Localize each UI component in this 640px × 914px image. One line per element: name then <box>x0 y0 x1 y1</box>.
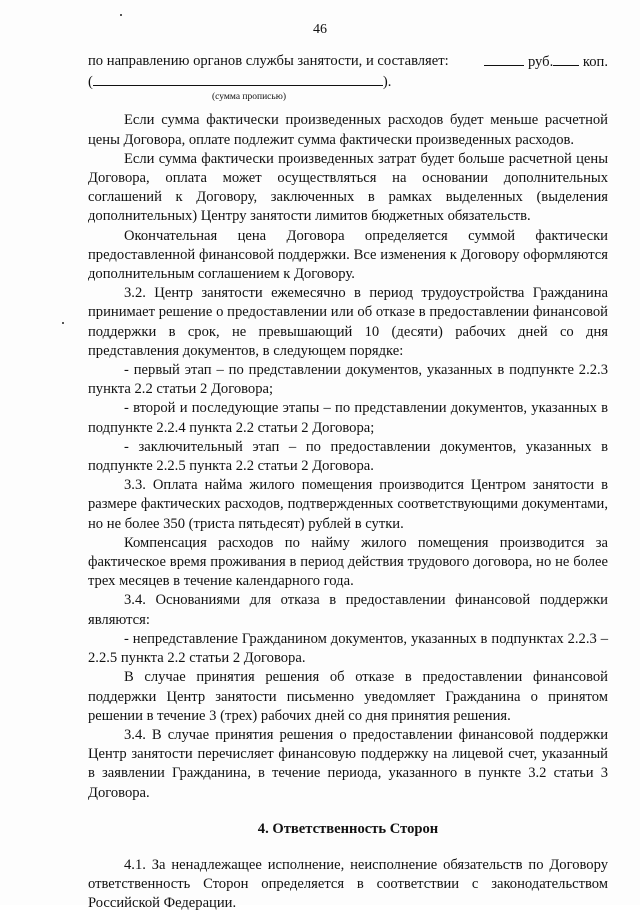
scan-mark <box>120 14 122 16</box>
section-heading: 4. Ответственность Сторон <box>257 820 439 837</box>
list-item-non-submission: - непредставление Гражданином документов, указанных в подпунктах 2.2.3 – 2.2.5 пункта 2.2 статьи 2 Договора. <box>88 630 608 667</box>
paragraph-compensation: Компенсация расходов по найму жилого помещения производится за фактическое время проживания в период действия трудового договора, но не более трех месяцев в течение календарного года. <box>88 534 608 590</box>
list-item-first-stage: - первый этап – по представлении документов, указанных в подпункте 2.2.3 пункта 2.2 статьи 2 Договора; <box>88 362 608 398</box>
scan-mark <box>62 322 64 324</box>
paragraph-expenses-less: Если сумма фактически произведенных расходов будет меньше расчетной цены Договора, оплате подлежит сумма фактически произведенных расходов. <box>88 112 608 148</box>
paragraph-final-price: Окончательная цена Договора определяется суммой фактически предоставленной финансовой поддержки. Все изменения к Договору оформляются дополнительным соглашением к Договору. <box>88 227 608 283</box>
list-item-final-stage: - заключительный этап – по предоставлении документов, указанных в подпункте 2.2.5 пункта 2.2 статьи 2 Договора. <box>88 438 608 475</box>
amount-rub-field: руб. коп. <box>484 52 608 72</box>
amount-line <box>88 52 608 72</box>
paragraph-refusal-notice: В случае принятия решения об отказе в предоставлении финансовой поддержки Центр занятости письменно уведомляет Гражданина о принятом решении в течение 3 (трех) рабочих дней со дня принятия решения. <box>88 669 608 724</box>
amount-line-text: по направлению органов службы занятости, и составляет: <box>88 53 449 69</box>
page-number: 46 <box>313 22 327 37</box>
document-body <box>88 52 608 914</box>
paragraph-3-4-grounds: 3.4. Основаниями для отказа в предоставлении финансовой поддержки являются: <box>88 592 608 628</box>
paragraph-4-1: 4.1. За ненадлежащее исполнение, неисполнение обязательств по Договору ответственность Сторон определяется в соответствии с законодательством Российской Федерации. <box>88 856 608 912</box>
paragraph-expenses-more: Если сумма фактически произведенных затрат будет больше расчетной цены Договора, оплата может осуществляться на основании дополнительных соглашений к Договору, заключенных в рамках выделенных (выделения дополнительных) Центру занятости лимитов бюджетных обязательств. <box>88 150 608 225</box>
list-item-next-stages: - второй и последующие этапы – по представлении документов, указанных в подпункте 2.2.4 пункта 2.2 статьи 2 Договора; <box>88 400 608 436</box>
paragraph-3-2: 3.2. Центр занятости ежемесячно в период трудоустройства Гражданина принимает решение о предоставлении или об отказе в предоставлении финансовой поддержки в срок, не превышающий 10 (десяти) рабочих дней со дня представления документов, в следующем порядке: <box>88 285 608 359</box>
amount-in-words-line: ( ). <box>88 74 392 91</box>
amount-in-words-caption: (сумма прописью) <box>212 92 286 103</box>
paragraph-3-4-transfer: 3.4. В случае принятия решения о предоставлении финансовой поддержки Центр занятости перечисляет финансовую поддержку на лицевой счет, указанный в заявлении Гражданина, в течение периода, указанного в пункте 3.2 статьи 3 Договора. <box>88 726 608 801</box>
paragraph-3-3: 3.3. Оплата найма жилого помещения производится Центром занятости в размере фактических расходов, подтвержденных соответствующими документами, но не более 350 (триста пятьдесят) рублей в сутки. <box>88 477 608 532</box>
